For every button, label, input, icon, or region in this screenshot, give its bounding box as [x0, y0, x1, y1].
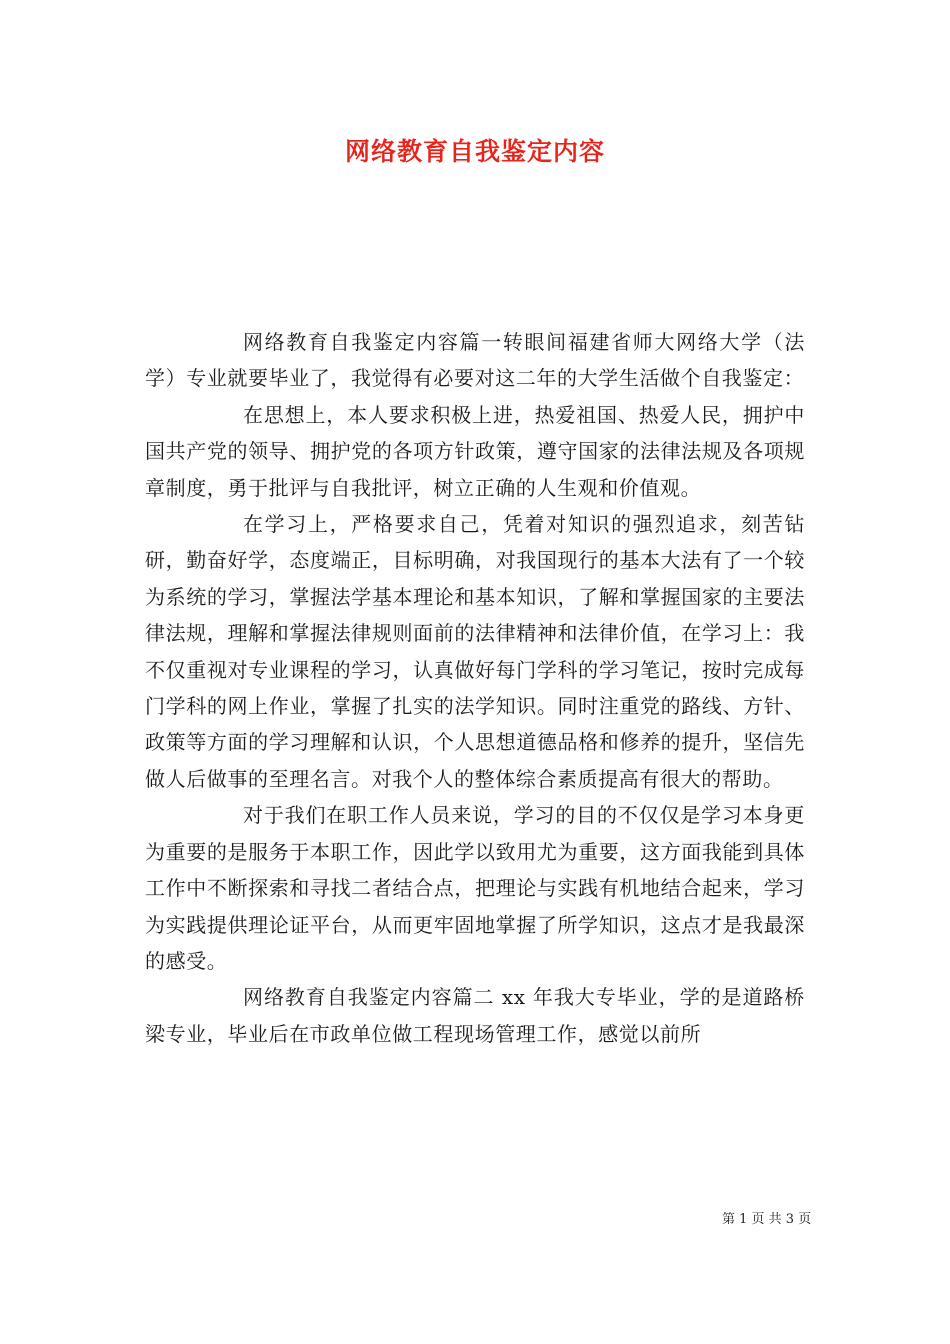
document-body [145, 324, 805, 1052]
paragraph: 网络教育自我鉴定内容篇一转眼间福建省师大网络大学（法学）专业就要毕业了，我觉得有必要对这二年的大学生活做个自我鉴定： [145, 330, 805, 391]
page-number-footer: 第 1 页 共 3 页 [722, 1212, 812, 1227]
document-title: 网络教育自我鉴定内容 [344, 137, 605, 166]
paragraph: 在学习上，严格要求自己，凭着对知识的强烈追求，刻苦钻研，勤奋好学，态度端正，目标明确，对我国现行的基本大法有了一个较为系统的学习，掌握法学基本理论和基本知识，了解和掌握国家的主要法律法规，理解和掌握法律规则面前的法律精神和法律价值，在学习上：我不仅重视对专业课程的学习，认真做好每门学科的学习笔记，按时完成每门学科的网上作业，掌握了扎实的法学知识。同时注重党的路线、方针、政策等方面的学习理解和认识，个人思想道德品格和修养的提升，坚信先做人后做事的至理名言。对我个人的整体综合素质提高有很大的帮助。 [145, 512, 805, 791]
paragraph: 在思想上，本人要求积极上进，热爱祖国、热爱人民，拥护中国共产党的领导、拥护党的各项方针政策，遵守国家的法律法规及各项规章制度，勇于批评与自我批评，树立正确的人生观和价值观。 [145, 402, 805, 500]
paragraph: 对于我们在职工作人员来说，学习的目的不仅仅是学习本身更为重要的是服务于本职工作，因此学以致用尤为重要，这方面我能到具体工作中不断探索和寻找二者结合点，把理论与实践有机地结合起来，学习为实践提供理论证平台，从而更牢固地掌握了所学知识，这点才是我最深的感受。 [145, 803, 805, 973]
paragraph: 网络教育自我鉴定内容篇二 xx 年我大专毕业，学的是道路桥梁专业，毕业后在市政单位做工程现场管理工作，感觉以前所 [145, 985, 805, 1046]
